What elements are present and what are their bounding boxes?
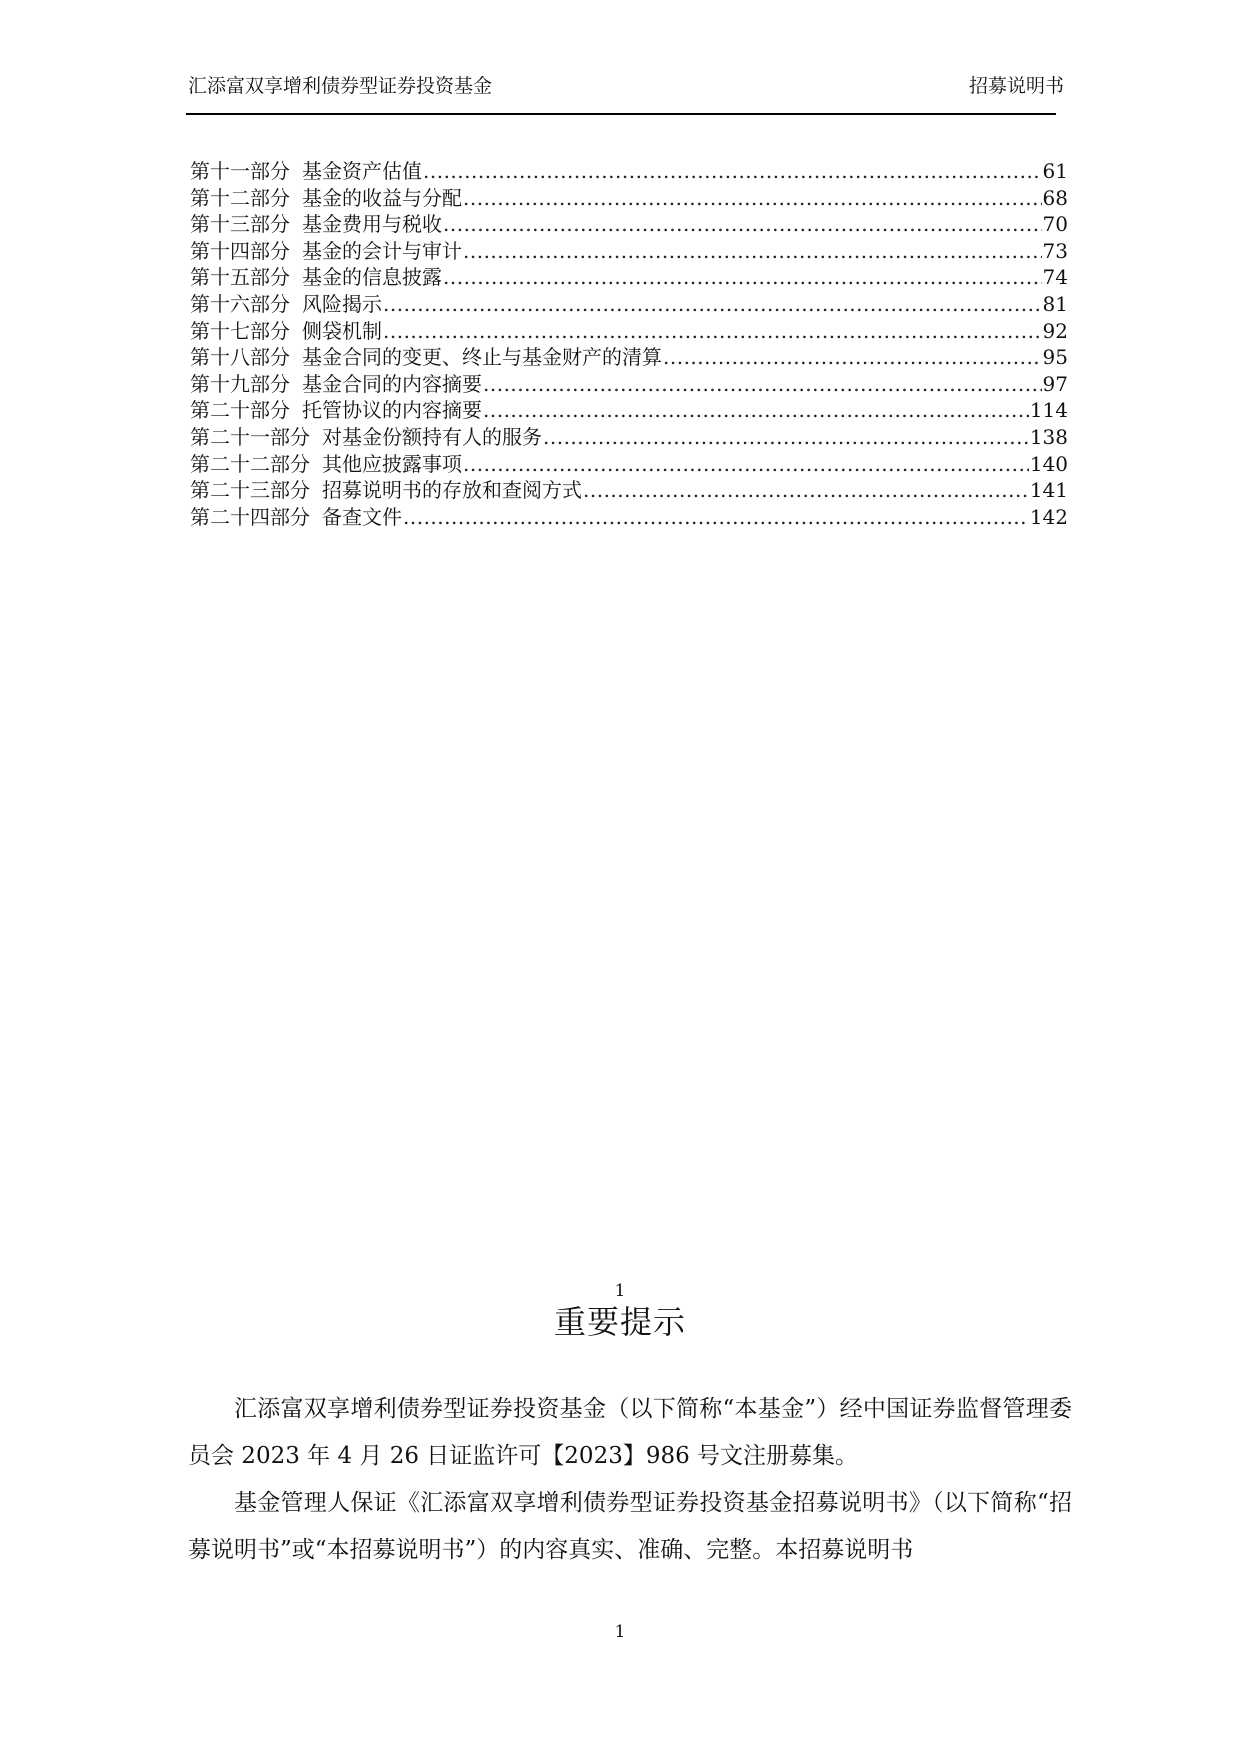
section-body (188, 1386, 1072, 1574)
toc-entry[interactable] (190, 371, 1068, 398)
toc-entry[interactable] (190, 318, 1068, 345)
toc-title: 基金费用与税收 (302, 212, 442, 237)
toc-entry[interactable] (190, 504, 1068, 531)
toc-title: 基金的信息披露 (302, 265, 442, 290)
body-paragraph: 基金管理人保证《汇添富双享增利债券型证券投资基金招募说明书》（以下简称“招募说明书”或“本招募说明书”）的内容真实、准确、完整。本招募说明书 (188, 1490, 1072, 1563)
toc-entry[interactable] (190, 397, 1068, 424)
toc-entry[interactable] (190, 344, 1068, 371)
toc-part: 第二十部分 (190, 398, 290, 423)
toc-title: 基金的收益与分配 (302, 185, 462, 210)
toc-title: 基金资产估值 (302, 159, 422, 183)
toc-entry[interactable] (190, 264, 1068, 291)
toc-leader (383, 291, 1042, 318)
toc-leader (663, 344, 1042, 371)
body-paragraph: 汇添富双享增利债券型证券投资基金（以下简称“本基金”）经中国证券监督管理委员会 2023 年 4 月 26 日证监许可【2023】986 号文注册募集。 (188, 1396, 1072, 1469)
toc-page: 141 (1029, 478, 1068, 503)
toc-part: 第二十二部分 (190, 451, 310, 476)
toc-part: 第十四部分 (190, 238, 290, 263)
table-of-contents (190, 158, 1068, 530)
header-rule (186, 113, 1056, 115)
toc-title: 基金合同的内容摘要 (302, 371, 482, 396)
toc-title: 基金合同的变更、终止与基金财产的清算 (302, 345, 662, 370)
toc-part: 第十二部分 (190, 185, 290, 210)
toc-leader (463, 238, 1042, 265)
toc-page: 97 (1042, 371, 1068, 396)
toc-part: 第十七部分 (190, 318, 290, 343)
toc-part: 第二十一部分 (190, 424, 310, 449)
toc-part: 第十六部分 (190, 291, 290, 316)
toc-title: 其他应披露事项 (322, 451, 462, 476)
toc-title: 风险揭示 (302, 291, 382, 316)
toc-leader (443, 264, 1042, 291)
toc-page: 61 (1042, 159, 1068, 183)
toc-entry[interactable] (190, 451, 1068, 478)
toc-entry[interactable] (190, 477, 1068, 504)
toc-leader (383, 318, 1042, 345)
toc-part: 第十三部分 (190, 212, 290, 237)
toc-page: 142 (1029, 504, 1068, 529)
toc-leader (443, 211, 1042, 238)
toc-page: 68 (1042, 185, 1068, 210)
toc-part: 第十九部分 (190, 371, 290, 396)
section-title: 重要提示 (553, 1303, 686, 1341)
toc-title: 对基金份额持有人的服务 (322, 424, 542, 449)
toc-part: 第二十四部分 (190, 504, 310, 529)
toc-entry[interactable] (190, 291, 1068, 318)
toc-leader (583, 477, 1029, 504)
toc-title: 招募说明书的存放和查阅方式 (322, 478, 582, 503)
toc-entry[interactable] (190, 211, 1068, 238)
toc-part: 第二十三部分 (190, 478, 310, 503)
toc-entry[interactable] (190, 185, 1068, 212)
toc-leader (483, 371, 1042, 398)
toc-page: 140 (1029, 451, 1068, 476)
toc-entry[interactable] (190, 238, 1068, 265)
toc-part: 第十八部分 (190, 345, 290, 370)
toc-page: 138 (1029, 424, 1068, 449)
toc-title: 备查文件 (322, 504, 402, 529)
toc-page: 95 (1042, 345, 1068, 370)
header-fund-name: 汇添富双享增利债券型证券投资基金 (188, 75, 493, 97)
toc-page: 70 (1042, 212, 1068, 237)
toc-entry[interactable] (190, 158, 1068, 185)
toc-title: 侧袋机制 (302, 318, 382, 343)
toc-leader (423, 158, 1042, 185)
toc-leader (543, 424, 1029, 451)
toc-page: 74 (1042, 265, 1068, 290)
toc-part: 第十一部分 (190, 159, 290, 183)
toc-page: 73 (1042, 238, 1068, 263)
section-separator-number: 1 (614, 1281, 626, 1301)
toc-page: 81 (1042, 291, 1068, 316)
toc-leader (483, 397, 1029, 424)
toc-part: 第十五部分 (190, 265, 290, 290)
toc-entry[interactable] (190, 424, 1068, 451)
toc-leader (403, 504, 1029, 531)
toc-page: 114 (1029, 398, 1068, 423)
toc-title: 托管协议的内容摘要 (302, 398, 482, 423)
page-number: 1 (614, 1622, 626, 1642)
toc-leader (463, 185, 1042, 212)
toc-title: 基金的会计与审计 (302, 238, 462, 263)
toc-page: 92 (1042, 318, 1068, 343)
header-doc-type: 招募说明书 (968, 75, 1064, 97)
toc-leader (463, 451, 1029, 478)
